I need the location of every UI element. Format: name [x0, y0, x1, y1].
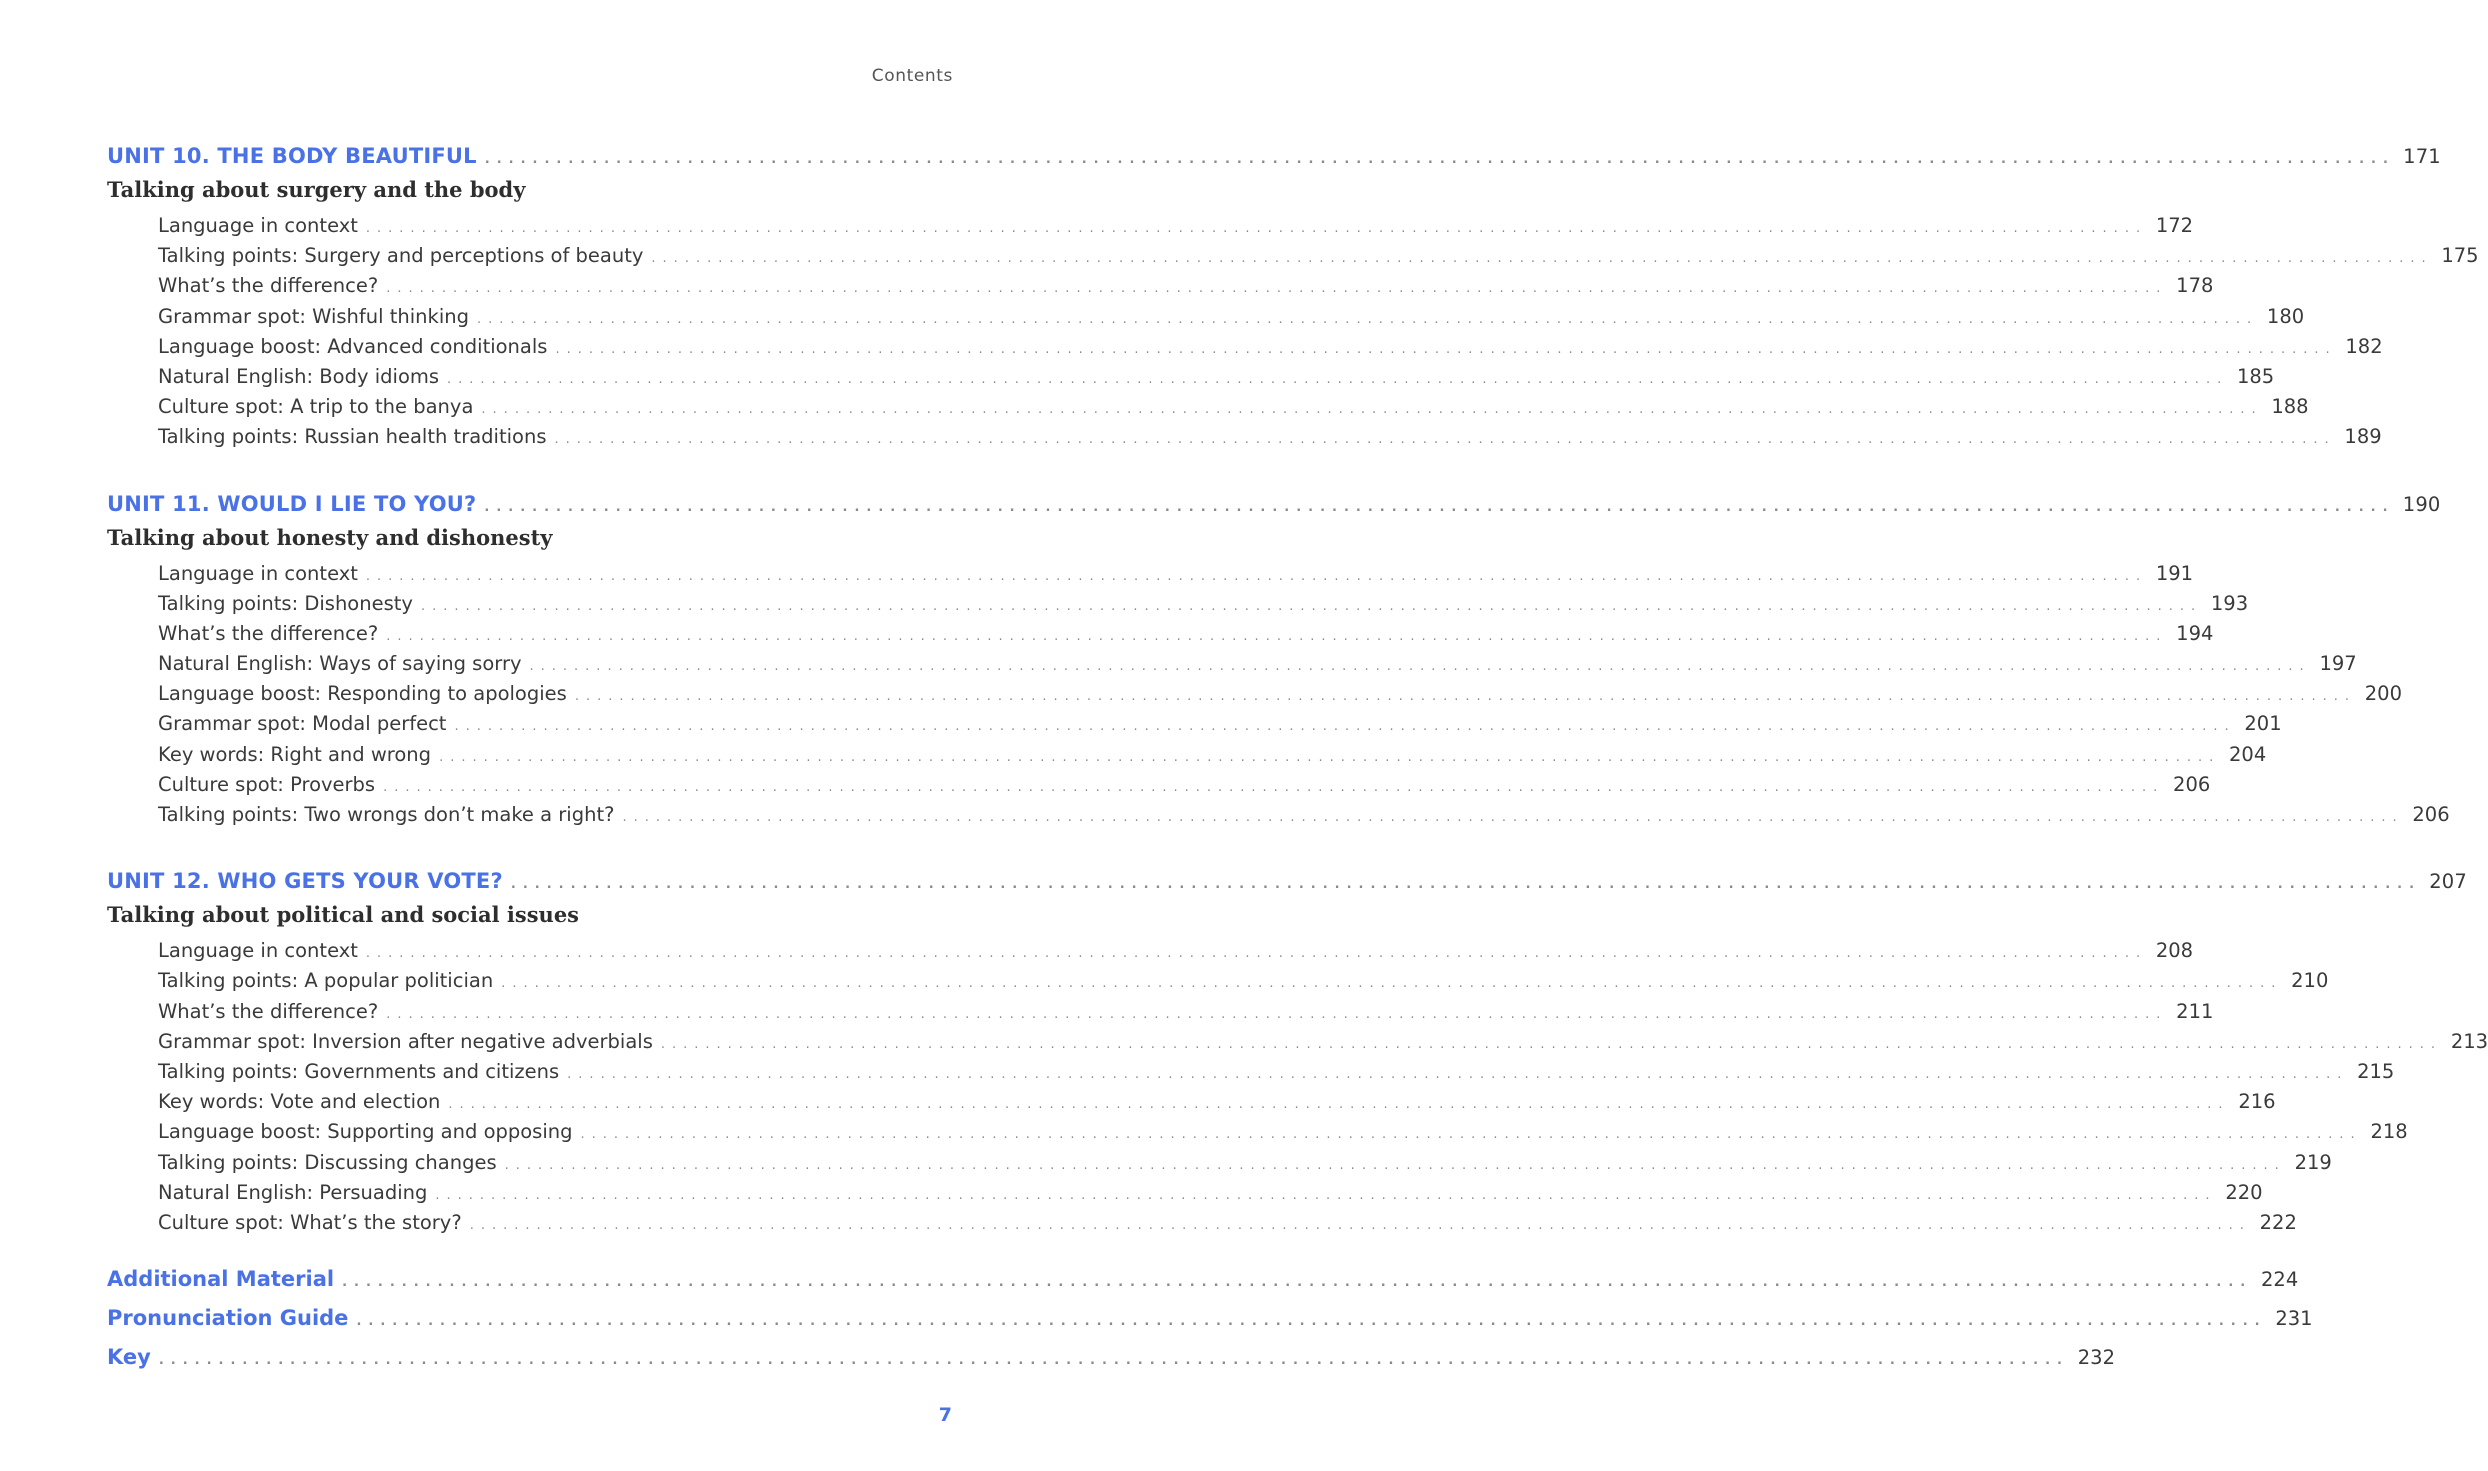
entry-page-number: 213	[2450, 1029, 2488, 1053]
entry-label: Talking points: Governments and citizens	[158, 1059, 560, 1083]
toc-entry[interactable]	[107, 362, 2275, 392]
unit-page-number: 190	[2402, 492, 2441, 516]
entry-page-number: 191	[2155, 561, 2194, 585]
back-matter-entry[interactable]	[107, 1260, 2299, 1299]
entry-label: Talking points: Russian health traditions	[158, 425, 547, 449]
toc-entry[interactable]	[107, 1087, 2276, 1117]
entry-page-number: 219	[2294, 1150, 2332, 1174]
running-head: Contents	[871, 66, 953, 86]
dot-leader: ................................................................................................................................................................	[651, 251, 2433, 267]
entry-page-number: 206	[2412, 803, 2450, 826]
toc-entry[interactable]	[107, 302, 2305, 332]
dot-leader: ................................................................................................................................................................	[158, 1353, 2069, 1369]
toc-entry[interactable]	[107, 770, 2211, 800]
toc-entry[interactable]	[107, 800, 2450, 830]
page-number: 7	[938, 1404, 952, 1426]
entry-label: Natural English: Body idioms	[158, 364, 440, 388]
toc-entry[interactable]	[107, 1148, 2332, 1178]
entry-page-number: 172	[2155, 214, 2194, 237]
dot-leader: ................................................................................................................................................................	[386, 628, 2168, 644]
dot-leader: ................................................................................................................................................................	[454, 719, 2236, 735]
back-matter-label: Pronunciation Guide	[107, 1306, 349, 1331]
toc-entry[interactable]	[107, 740, 2267, 770]
entry-label: Grammar spot: Modal perfect	[158, 712, 447, 736]
dot-leader: ................................................................................................................................................................	[504, 1157, 2286, 1173]
entry-page-number: 211	[2176, 999, 2214, 1023]
entry-page-number: 193	[2210, 591, 2249, 615]
dot-leader: ................................................................................................................................................................	[660, 1036, 2443, 1052]
dot-leader: ................................................................................................................................................................	[447, 371, 2229, 387]
toc-entry[interactable]	[107, 966, 2329, 996]
dot-leader: ................................................................................................................................................................	[386, 281, 2168, 297]
toc-entry[interactable]	[107, 619, 2214, 649]
entry-page-number: 175	[2441, 244, 2479, 268]
dot-leader: ................................................................................................................................................................	[365, 221, 2148, 236]
dot-leader: ................................................................................................................................................................	[555, 341, 2337, 357]
toc-entry[interactable]	[107, 1178, 2263, 1208]
entry-page-number: 178	[2176, 274, 2214, 298]
entry-label: Language in context	[158, 214, 358, 237]
toc-entry[interactable]	[107, 422, 2382, 452]
entry-label: Language in context	[158, 939, 358, 963]
dot-leader: ................................................................................................................................................................	[567, 1066, 2349, 1082]
entry-page-number: 220	[2225, 1180, 2263, 1204]
entry-page-number: 216	[2238, 1090, 2276, 1114]
dot-leader: ................................................................................................................................................................	[439, 749, 2221, 765]
unit-heading[interactable]	[107, 487, 2441, 521]
entry-label: Talking points: A popular politician	[158, 969, 494, 993]
entry-page-number: 215	[2357, 1059, 2395, 1083]
entry-label: Key words: Vote and election	[158, 1090, 441, 1114]
entry-page-number: 222	[2259, 1210, 2297, 1234]
unit-subtitle: Talking about surgery and the body	[107, 177, 526, 202]
dot-leader: ................................................................................................................................................................	[501, 976, 2283, 992]
toc-entry[interactable]	[107, 649, 2357, 679]
toc-entry[interactable]	[107, 997, 2214, 1027]
unit-subtitle: Talking about honesty and dishonesty	[107, 524, 553, 550]
dot-leader: ................................................................................................................................................................	[529, 659, 2311, 675]
dot-leader: ................................................................................................................................................................	[356, 1314, 2267, 1330]
entry-label: Key words: Right and wrong	[158, 742, 432, 766]
table-of-contents	[107, 139, 2488, 1377]
entry-label: Talking points: Discussing changes	[158, 1150, 497, 1174]
dot-leader: ................................................................................................................................................................	[484, 499, 2395, 515]
back-matter-page-number: 232	[2077, 1346, 2115, 1370]
unit-block	[107, 864, 2488, 1238]
back-matter-label: Key	[107, 1345, 151, 1370]
dot-leader: ................................................................................................................................................................	[383, 779, 2165, 795]
dot-leader: ................................................................................................................................................................	[469, 1217, 2251, 1233]
unit-block	[107, 487, 2450, 831]
unit-block	[107, 139, 2479, 453]
entry-page-number: 182	[2345, 334, 2383, 358]
unit-page-number: 207	[2429, 870, 2468, 894]
back-matter-label: Additional Material	[107, 1267, 335, 1292]
dot-leader: ................................................................................................................................................................	[435, 1187, 2217, 1203]
entry-label: What’s the difference?	[158, 621, 379, 645]
dot-leader: ................................................................................................................................................................	[481, 402, 2263, 418]
dot-leader: ................................................................................................................................................................	[365, 568, 2148, 584]
toc-entry[interactable]	[107, 1027, 2488, 1057]
dot-leader: ................................................................................................................................................................	[510, 877, 2422, 893]
unit-page-number: 171	[2403, 145, 2441, 168]
entry-label: Language in context	[158, 561, 358, 585]
toc-entry[interactable]	[107, 589, 2249, 619]
entry-label: Grammar spot: Wishful thinking	[158, 304, 469, 328]
dot-leader: ................................................................................................................................................................	[342, 1275, 2253, 1291]
unit-subtitle: Talking about political and social issues	[107, 902, 580, 928]
dot-leader: ................................................................................................................................................................	[484, 152, 2395, 167]
entry-label: What’s the difference?	[158, 999, 379, 1023]
back-matter-entry[interactable]	[107, 1338, 2115, 1377]
entry-label: Culture spot: A trip to the banya	[158, 395, 474, 419]
dot-leader: ................................................................................................................................................................	[574, 689, 2356, 705]
entry-page-number: 188	[2271, 395, 2309, 419]
toc-entry[interactable]	[107, 241, 2479, 271]
entry-label: Talking points: Dishonesty	[158, 591, 413, 615]
dot-leader: ................................................................................................................................................................	[554, 432, 2336, 448]
dot-leader: ................................................................................................................................................................	[420, 598, 2203, 614]
entry-page-number: 180	[2266, 304, 2305, 328]
back-matter-page-number: 231	[2275, 1307, 2313, 1331]
entry-page-number: 204	[2229, 742, 2267, 766]
entry-label: Language boost: Supporting and opposing	[158, 1120, 573, 1144]
entry-label: What’s the difference?	[158, 274, 379, 298]
unit-heading[interactable]	[107, 139, 2441, 173]
entry-label: Natural English: Ways of saying sorry	[158, 652, 522, 676]
entry-page-number: 201	[2244, 712, 2282, 736]
toc-entry[interactable]	[107, 332, 2383, 362]
toc-entry[interactable]	[107, 679, 2402, 709]
entry-label: Grammar spot: Inversion after negative adverbials	[158, 1029, 653, 1053]
dot-leader: ................................................................................................................................................................	[448, 1097, 2230, 1113]
entry-page-number: 200	[2364, 682, 2402, 706]
entry-page-number: 194	[2176, 621, 2214, 645]
toc-entry[interactable]	[107, 936, 2194, 966]
back-matter-entry[interactable]	[107, 1299, 2313, 1338]
unit-title: UNIT 11. WOULD I LIE TO YOU?	[107, 491, 477, 516]
toc-entry[interactable]	[107, 1208, 2297, 1238]
entry-label: Talking points: Surgery and perceptions of beauty	[158, 244, 644, 268]
entry-label: Language boost: Responding to apologies	[158, 682, 567, 706]
entry-label: Talking points: Two wrongs don’t make a right?	[158, 803, 615, 826]
toc-entry[interactable]	[107, 1057, 2395, 1087]
entry-page-number: 210	[2291, 969, 2329, 993]
entry-page-number: 197	[2319, 652, 2357, 676]
back-matter	[107, 1260, 2313, 1377]
toc-entry[interactable]	[107, 709, 2282, 739]
toc-entry[interactable]	[107, 392, 2309, 422]
dot-leader: ................................................................................................................................................................	[476, 311, 2259, 327]
back-matter-page-number: 224	[2261, 1268, 2299, 1292]
dot-leader: ................................................................................................................................................................	[580, 1127, 2362, 1143]
entry-page-number: 206	[2173, 772, 2211, 796]
toc-entry[interactable]	[107, 211, 2194, 241]
dot-leader: ................................................................................................................................................................	[386, 1006, 2168, 1022]
entry-page-number: 189	[2344, 425, 2382, 449]
unit-title: UNIT 10. THE BODY BEAUTIFUL	[107, 144, 477, 168]
toc-entry[interactable]	[107, 559, 2194, 589]
dot-leader: ................................................................................................................................................................	[365, 946, 2148, 962]
entry-label: Language boost: Advanced conditionals	[158, 334, 548, 358]
unit-title: UNIT 12. WHO GETS YOUR VOTE?	[107, 869, 503, 894]
unit-heading[interactable]	[107, 864, 2468, 898]
toc-entry[interactable]	[107, 271, 2214, 301]
dot-leader: ................................................................................................................................................................	[622, 810, 2404, 825]
entry-page-number: 218	[2370, 1120, 2408, 1144]
entry-page-number: 208	[2155, 939, 2194, 963]
toc-entry[interactable]	[107, 1117, 2408, 1147]
entry-page-number: 185	[2236, 364, 2275, 388]
entry-label: Culture spot: Proverbs	[158, 772, 376, 796]
entry-label: Culture spot: What’s the story?	[158, 1210, 462, 1234]
entry-label: Natural English: Persuading	[158, 1180, 428, 1204]
